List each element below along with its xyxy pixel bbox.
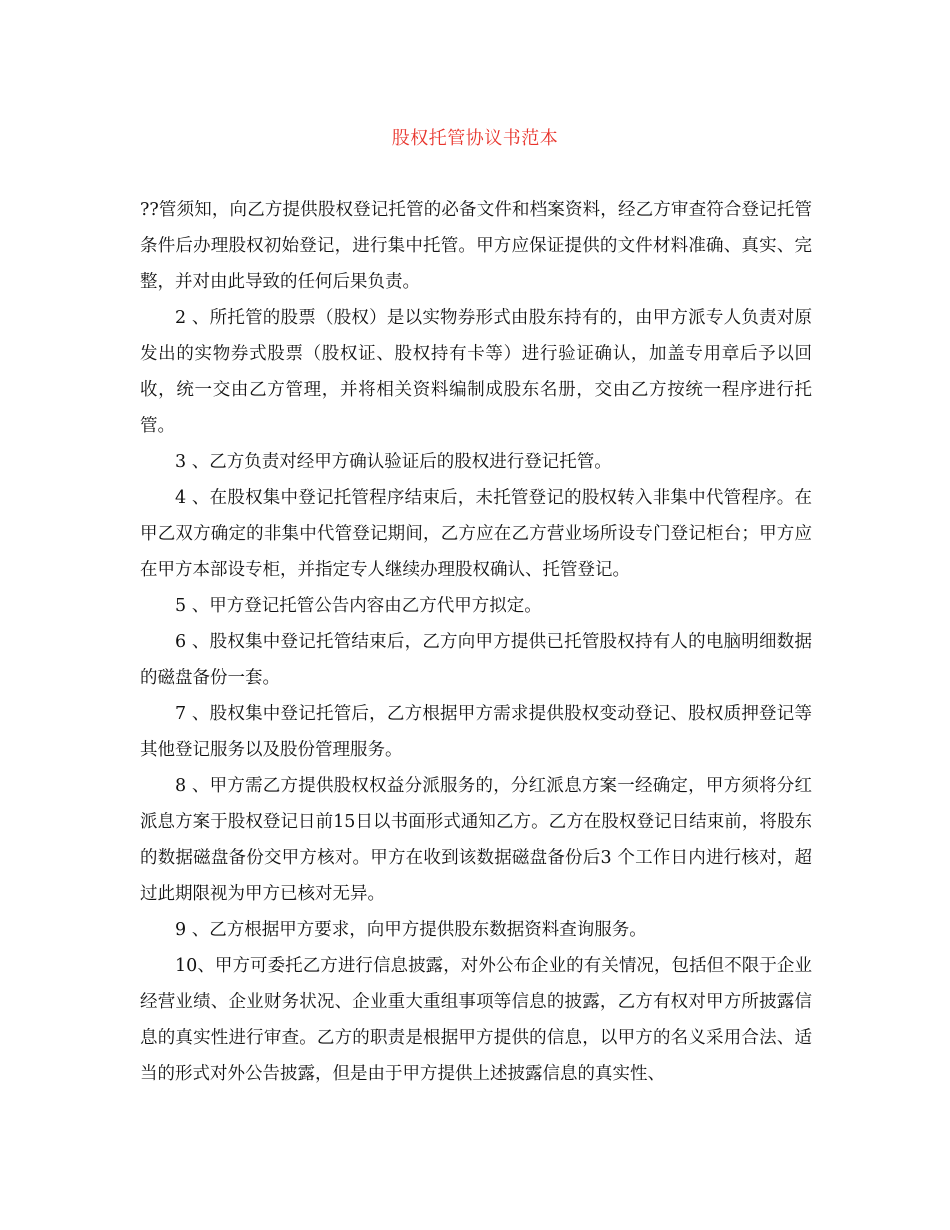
paragraph-8: 8 、甲方需乙方提供股权权益分派服务的，分红派息方案一经确定，甲方须将分红派息方案于股权登记日前15日以书面形式通知乙方。乙方在股权登记日结束前，将股东的数据磁盘备份交甲方核对。甲方在收到该数据磁盘备份后3 个工作日内进行核对，超过此期限视为甲方已核对无异。	[140, 776, 812, 904]
paragraph-6: 6 、股权集中登记托管结束后，乙方向甲方提供已托管股权持有人的电脑明细数据的磁盘备份一套。	[140, 632, 812, 688]
paragraph-5: 5 、甲方登记托管公告内容由乙方代甲方拟定。	[175, 596, 542, 616]
document-title: 股权托管协议书范本	[391, 128, 559, 149]
paragraph-7: 7 、股权集中登记托管后，乙方根据甲方需求提供股权变动登记、股权质押登记等其他登记服务以及股份管理服务。	[140, 704, 812, 760]
paragraph-2: 2 、所托管的股票（股权）是以实物券形式由股东持有的，由甲方派专人负责对原发出的实物券式股票（股权证、股权持有卡等）进行验证确认，加盖专用章后予以回收，统一交由乙方管理，并将相关资料编制成股东名册，交由乙方按统一程序进行托管。	[140, 308, 812, 436]
paragraph-3: 3 、乙方负责对经甲方确认验证后的股权进行登记托管。	[175, 452, 612, 472]
document-body	[140, 192, 812, 1092]
paragraph-1: ??管须知，向乙方提供股权登记托管的必备文件和档案资料，经乙方审查符合登记托管条件后办理股权初始登记，进行集中托管。甲方应保证提供的文件材料准确、真实、完整，并对由此导致的任何后果负责。	[140, 200, 812, 292]
paragraph-4: 4 、在股权集中登记托管程序结束后，未托管登记的股权转入非集中代管程序。在甲乙双方确定的非集中代管登记期间，乙方应在乙方营业场所设专门登记柜台；甲方应在甲方本部设专柜，并指定专人继续办理股权确认、托管登记。	[140, 488, 812, 580]
paragraph-10: 10、甲方可委托乙方进行信息披露，对外公布企业的有关情况，包括但不限于企业经营业绩、企业财务状况、企业重大重组事项等信息的披露，乙方有权对甲方所披露信息的真实性进行审查。乙方的职责是根据甲方提供的信息，以甲方的名义采用合法、适当的形式对外公告披露，但是由于甲方提供上述披露信息的真实性、	[140, 956, 812, 1084]
paragraph-9: 9 、乙方根据甲方要求，向甲方提供股东数据资料查询服务。	[175, 920, 647, 940]
